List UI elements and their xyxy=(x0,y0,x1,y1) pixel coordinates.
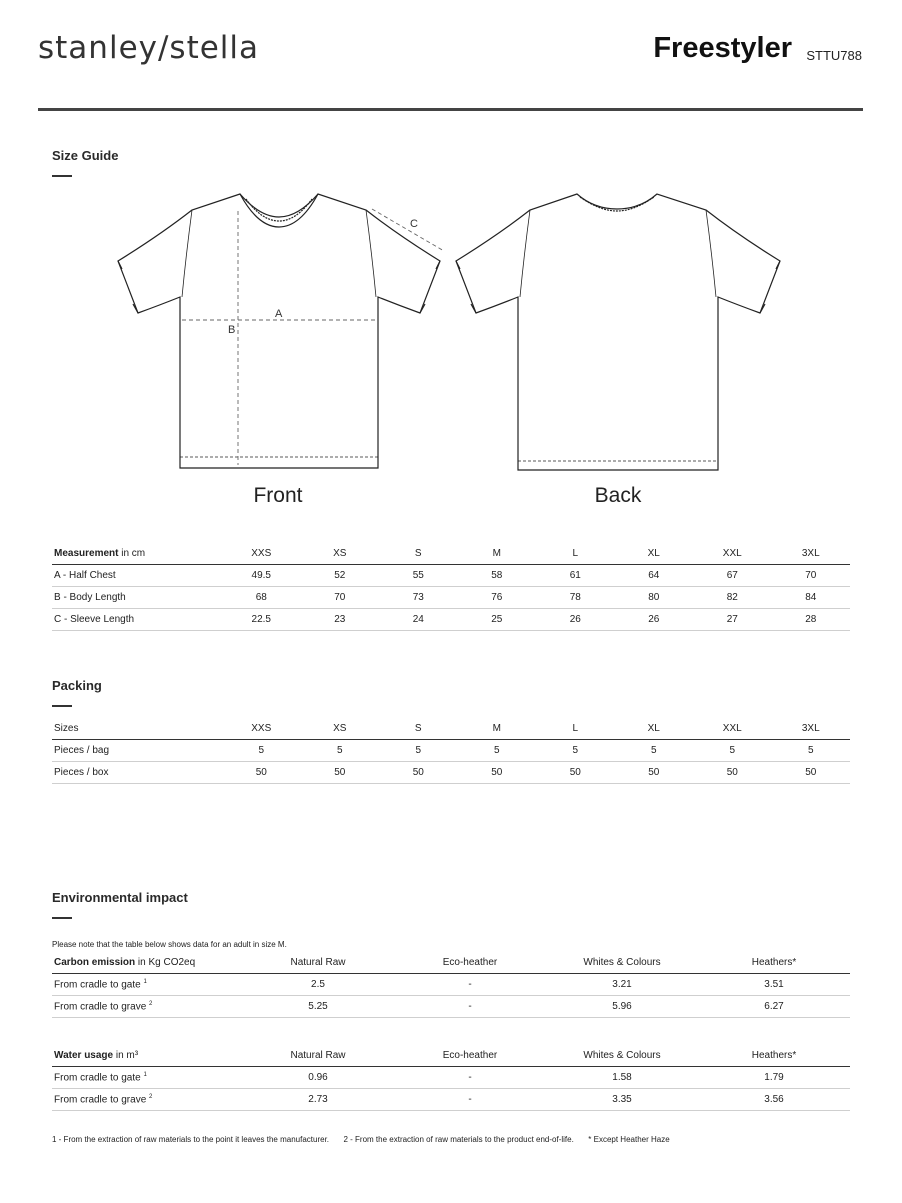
table-cell: 80 xyxy=(615,587,694,609)
size-header: S xyxy=(379,543,458,565)
size-header: XXS xyxy=(222,718,301,740)
back-label: Back xyxy=(594,484,642,507)
row-label: A - Half Chest xyxy=(52,565,222,587)
table-cell: - xyxy=(394,1089,546,1111)
water-header-bold: Water usage xyxy=(54,1050,114,1061)
table-cell: 1.58 xyxy=(546,1067,698,1089)
table-cell: 50 xyxy=(458,762,537,784)
row-label: B - Body Length xyxy=(52,587,222,609)
table-cell: 64 xyxy=(615,565,694,587)
table-cell: 5 xyxy=(458,740,537,762)
size-header: L xyxy=(536,718,615,740)
product-name: Freestyler xyxy=(653,32,792,64)
carbon-table xyxy=(52,952,850,1018)
table-cell: 3.51 xyxy=(698,974,850,996)
dimension-label-a: A xyxy=(275,308,283,320)
product-code: STTU788 xyxy=(806,48,862,63)
table-cell: 5 xyxy=(615,740,694,762)
size-header: 3XL xyxy=(772,718,851,740)
table-cell: 52 xyxy=(301,565,380,587)
carbon-header-unit: in Kg CO2eq xyxy=(135,957,196,968)
table-cell: 2.73 xyxy=(242,1089,394,1111)
table-cell: 1.79 xyxy=(698,1067,850,1089)
table-cell: 24 xyxy=(379,609,458,631)
size-header: 3XL xyxy=(772,543,851,565)
table-row xyxy=(52,565,850,587)
table-cell: 68 xyxy=(222,587,301,609)
table-cell: 50 xyxy=(536,762,615,784)
footnotes xyxy=(52,1135,670,1144)
row-label-text: From cradle to grave xyxy=(54,1094,147,1106)
table-row xyxy=(52,587,850,609)
water-header-row xyxy=(52,1045,850,1067)
table-row xyxy=(52,762,850,784)
table-cell: 5 xyxy=(379,740,458,762)
column-header: Natural Raw xyxy=(242,952,394,974)
table-cell: 25 xyxy=(458,609,537,631)
table-cell: 27 xyxy=(693,609,772,631)
table-cell: 84 xyxy=(772,587,851,609)
packing-table xyxy=(52,718,850,784)
table-cell: - xyxy=(394,1067,546,1089)
table-row xyxy=(52,1067,850,1089)
footnote-marker: 1 xyxy=(143,978,147,985)
size-header: M xyxy=(458,543,537,565)
column-header: Whites & Colours xyxy=(546,1045,698,1067)
row-label: C - Sleeve Length xyxy=(52,609,222,631)
size-header: L xyxy=(536,543,615,565)
size-header: XS xyxy=(301,718,380,740)
table-cell: 55 xyxy=(379,565,458,587)
row-label xyxy=(52,1089,242,1111)
table-cell: 73 xyxy=(379,587,458,609)
table-cell: 70 xyxy=(772,565,851,587)
measurement-table xyxy=(52,543,850,631)
table-cell: 61 xyxy=(536,565,615,587)
water-table xyxy=(52,1045,850,1111)
table-cell: 26 xyxy=(536,609,615,631)
table-cell: 23 xyxy=(301,609,380,631)
table-row xyxy=(52,974,850,996)
table-cell: 50 xyxy=(301,762,380,784)
table-cell: 78 xyxy=(536,587,615,609)
brand-logo: stanley/stella xyxy=(38,30,260,66)
column-header: Natural Raw xyxy=(242,1045,394,1067)
header-divider xyxy=(38,108,863,111)
table-cell: 0.96 xyxy=(242,1067,394,1089)
table-cell: 70 xyxy=(301,587,380,609)
footnote-marker: 1 xyxy=(143,1071,147,1078)
table-cell: 22.5 xyxy=(222,609,301,631)
footnote-marker: 2 xyxy=(149,1093,153,1100)
table-cell: 26 xyxy=(615,609,694,631)
row-label-text: From cradle to grave xyxy=(54,1001,147,1013)
front-label: Front xyxy=(253,484,303,507)
table-cell: 3.21 xyxy=(546,974,698,996)
row-label xyxy=(52,1067,242,1089)
table-cell: 5 xyxy=(693,740,772,762)
column-header: Heathers* xyxy=(698,952,850,974)
size-header: XXS xyxy=(222,543,301,565)
row-label-text: From cradle to gate xyxy=(54,1072,141,1084)
size-header: XXL xyxy=(693,718,772,740)
column-header: Eco-heather xyxy=(394,1045,546,1067)
size-guide-heading-rule xyxy=(52,175,72,177)
row-label xyxy=(52,974,242,996)
measurement-header-bold: Measurement xyxy=(54,548,119,559)
table-cell: 6.27 xyxy=(698,996,850,1018)
table-cell: 50 xyxy=(222,762,301,784)
table-row xyxy=(52,740,850,762)
table-cell: - xyxy=(394,974,546,996)
size-header: XL xyxy=(615,718,694,740)
row-label-text: From cradle to gate xyxy=(54,979,141,991)
table-cell: 5 xyxy=(536,740,615,762)
packing-heading-rule xyxy=(52,705,72,707)
table-row xyxy=(52,609,850,631)
water-header-unit: in m³ xyxy=(113,1050,139,1061)
size-header: XS xyxy=(301,543,380,565)
footnote-1: 1 - From the extraction of raw materials to the point it leaves the manufacturer. xyxy=(52,1135,330,1144)
size-header: S xyxy=(379,718,458,740)
carbon-header-bold: Carbon emission xyxy=(54,957,136,968)
environment-note: Please note that the table below shows data for an adult in size M. xyxy=(52,940,287,949)
measurement-header-unit: in cm xyxy=(118,548,146,559)
table-cell: 58 xyxy=(458,565,537,587)
table-cell: 5 xyxy=(772,740,851,762)
carbon-header-label xyxy=(52,952,242,974)
packing-header-label: Sizes xyxy=(52,718,222,740)
table-cell: 50 xyxy=(615,762,694,784)
table-cell: 2.5 xyxy=(242,974,394,996)
packing-header-row xyxy=(52,718,850,740)
tshirt-front-drawing xyxy=(118,194,440,468)
size-header: XXL xyxy=(693,543,772,565)
measurement-header-row xyxy=(52,543,850,565)
table-cell: 3.35 xyxy=(546,1089,698,1111)
column-header: Heathers* xyxy=(698,1045,850,1067)
footnote-2: 2 - From the extraction of raw materials to the product end-of-life. xyxy=(343,1135,574,1144)
table-cell: 50 xyxy=(693,762,772,784)
table-cell: - xyxy=(394,996,546,1018)
size-header: XL xyxy=(615,543,694,565)
column-header: Whites & Colours xyxy=(546,952,698,974)
table-cell: 5.96 xyxy=(546,996,698,1018)
row-label xyxy=(52,996,242,1018)
footnote-marker: 2 xyxy=(149,1000,153,1007)
tshirt-illustration xyxy=(100,185,800,485)
table-cell: 49.5 xyxy=(222,565,301,587)
table-cell: 76 xyxy=(458,587,537,609)
table-cell: 50 xyxy=(379,762,458,784)
table-cell: 3.56 xyxy=(698,1089,850,1111)
table-cell: 28 xyxy=(772,609,851,631)
tshirt-back-drawing xyxy=(456,194,780,470)
table-cell: 67 xyxy=(693,565,772,587)
footnote-3: * Except Heather Haze xyxy=(588,1135,670,1144)
environment-heading: Environmental impact xyxy=(52,890,188,905)
carbon-header-row xyxy=(52,952,850,974)
table-cell: 5 xyxy=(301,740,380,762)
measurement-header-label xyxy=(52,543,222,565)
table-cell: 50 xyxy=(772,762,851,784)
row-label: Pieces / bag xyxy=(52,740,222,762)
table-cell: 5 xyxy=(222,740,301,762)
column-header: Eco-heather xyxy=(394,952,546,974)
water-header-label xyxy=(52,1045,242,1067)
packing-heading: Packing xyxy=(52,678,102,693)
dimension-label-c: C xyxy=(410,218,418,230)
environment-heading-rule xyxy=(52,917,72,919)
table-row xyxy=(52,1089,850,1111)
row-label: Pieces / box xyxy=(52,762,222,784)
table-cell: 5.25 xyxy=(242,996,394,1018)
dimension-label-b: B xyxy=(228,324,236,336)
size-header: M xyxy=(458,718,537,740)
table-row xyxy=(52,996,850,1018)
size-guide-heading: Size Guide xyxy=(52,148,119,163)
table-cell: 82 xyxy=(693,587,772,609)
